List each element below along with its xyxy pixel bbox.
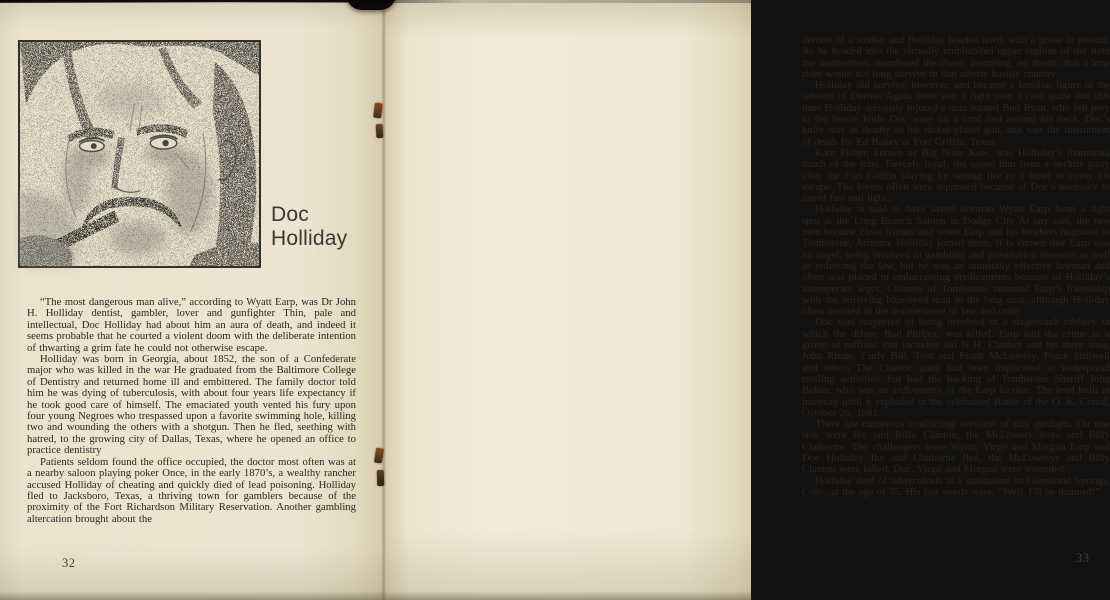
paragraph: Holliday is said to have saved lawman Wyatt Earp from a tight spot at the Long Branch Saloon in Dodge City At any rate, the two men became close friends and when Earp and his brothers migrated to Tombstone, Arizona, Holliday joined them. It is known that Earp was no angel, being involved in gambling and prostitution interests as well as enforcing the law, but he was an unusually effective lawman and often was placed in embarrassing predicaments because of Holliday’s intemperate ways. Citizens of Tombstone resented Earp’s friendship with the terrifying blue-eyed man in the long coat, although Holliday often assisted in the maintenance of law and order bbox=[802, 203, 1110, 318]
spine-crease bbox=[381, 0, 386, 600]
right-page-body bbox=[802, 35, 1110, 498]
page-top-edge-shadow bbox=[0, 0, 751, 3]
right-page bbox=[384, 0, 1110, 600]
paragraph: Kate Fisher, known as Big Nose Kate, was Holliday’s inamorata much of the time. Fiercely loyal, she saved him from a necktie party after the Fort Griffin slaying by setting fire to a hotel to cover his escape. The lovers often were separated because of Doc’s necessity to travel fast and light. bbox=[802, 146, 1110, 205]
paragraph: Patients seldom found the office occupied, the doctor most often was at a nearby saloon playing poker Once, in the early 1870’s, a wealthy rancher accused Holliday of cheating and quickly died of lead poisoning. Holliday fled to Jacksboro, Texas, a thriving town for gamblers because of the proximity of the Fort Richardson Military Reservation. Another gambling altercation brought about the bbox=[27, 455, 356, 525]
chapter-title-line1: Doc bbox=[271, 203, 309, 226]
paragraph: Doc was suspected of being involved in a stagecoach robbery in which the driver, Bud Philpot, was killed. Earp laid the crime to a group of ruffians that included old N H. Clanton and his three sons, John Ringo, Curly Bill, Tom and Frank McLowery, Frank Stillwell and others The Clanton gang had been implicated in widespread rustling activities, but had the backing of Tombstone Sheriff John Behan, who was an arch-enemy of the Earp faction. The feud built in intensity until it exploded in the celebrated Battle of the O. K. Corral, October 26, 1881. bbox=[802, 316, 1110, 419]
paragraph: “The most dangerous man alive,” according to Wyatt Earp, was Dr John H. Holliday dentist, gambler, lover and gunfighter Thin, pale and intellectual, Doc Holliday had about him an aura of death, and indeed it seems probable that he courted a violent doom with the deliberate intention of thwarting a grim fate he could not otherwise escape. bbox=[27, 296, 356, 354]
paragraph: Holliday did survive, however, and became a familiar figure in the saloons of Denver Again there was a fight over a card game and this time Holliday seriously injured a man named Bud Ryan, who fell prey to the bowie knife Doc wore on a cord tied around his neck. Doc’s knife was as deadly as his nickel-plated gun, and was the instrument of death for Ed Bailey at Fort Griffin, Texas. bbox=[802, 79, 1110, 148]
left-page bbox=[0, 2, 384, 600]
portrait-illustration bbox=[20, 42, 259, 266]
chapter-title-line2: Holliday bbox=[271, 227, 348, 250]
paragraph: Holliday was born in Georgia, about 1852, the son of a Confederate major who was killed in the war He graduated from the Baltimore College of Dentistry and returned home ill and embittered. The family doctor told him he was dying of tuberculosis, with about four years life expectancy if he took good care of himself. The emaciated youth vented his fury upon four young Negroes who trespassed upon a favorite swimming hole, killing two and wounding the others with a shotgun. Then he fled, seething with hatred, to the growing city of Dallas, Texas, where he opened an office to practice dentistry bbox=[27, 353, 356, 457]
page-number-left: 32 bbox=[62, 556, 76, 570]
doc-holliday-portrait bbox=[18, 40, 261, 268]
paragraph: There are numerous conflicting versions of this gunfight. On one side were Ike and Billy Clanton, the McLowery boys and Billy Claiborne. The challengers were Wyatt, Virgil and Morgan Earp and Doc Holliday Ike and Claiborne fled, the McLowerys and Billy Clanton were killed. Doc, Virgil and Morgan were wounded. bbox=[802, 418, 1110, 476]
page-number-right: 33 bbox=[1076, 551, 1090, 565]
left-page-body bbox=[27, 297, 356, 525]
page-bottom-edge-shadow bbox=[0, 591, 751, 600]
staple-mark bbox=[376, 124, 384, 138]
paragraph: demise of a soldier and Holliday headed north with a posse in pursuit. As he headed into the virtually uninhabited upper regions of the state the manhunters abandoned the chase, assuming, no doubt, that a lone rider would not long survive in that utterly hostile country bbox=[802, 34, 1110, 80]
paragraph: Holliday died of tuberculosis at a sanitarium in Glenwood Springs, Colo., at the age of 35. His last words were, “Well, I’ll be damned!” bbox=[802, 474, 1110, 498]
staple-mark bbox=[377, 470, 385, 486]
chapter-title bbox=[271, 203, 347, 251]
